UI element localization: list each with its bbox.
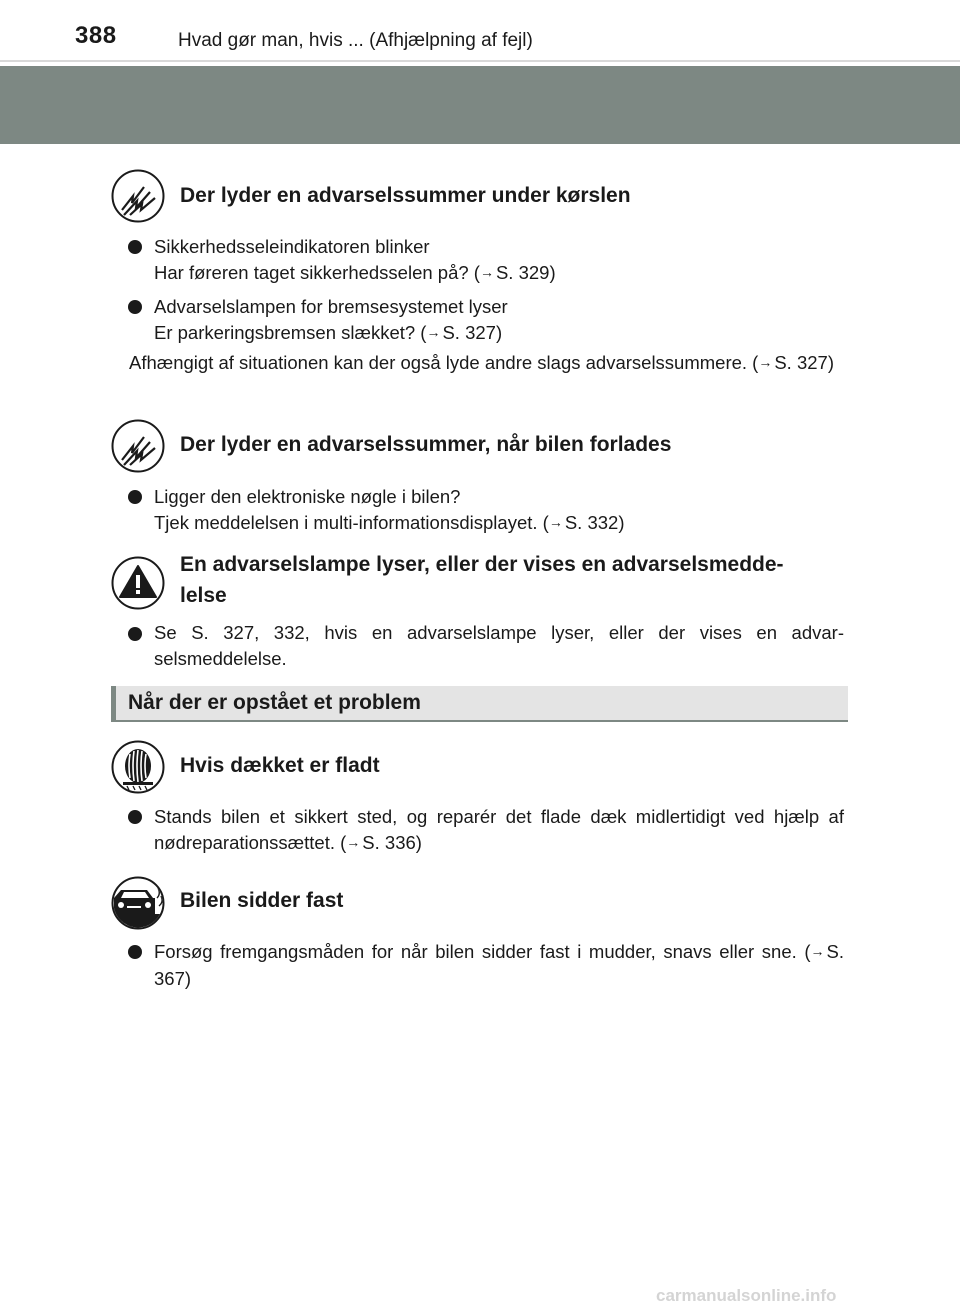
arrow-icon: → — [810, 943, 825, 959]
item-line: Tjek meddelelsen i multi-informationsdisplayet. (→ S. 332) — [154, 510, 844, 537]
item-line: Har føreren taget sikkerhedsselen på? (→ S. 329) — [154, 260, 844, 287]
list-item: Se S. 327, 332, hvis en advarselslampe lyser, eller der vises en advar-selsmeddelelse. — [154, 622, 844, 669]
warning-triangle-icon — [111, 556, 165, 610]
header-rule — [0, 60, 960, 62]
bullet — [128, 240, 142, 254]
arrow-icon: → — [426, 324, 441, 340]
banner-title: Når der er opstået et problem — [128, 691, 421, 714]
arrow-icon: → — [479, 264, 494, 280]
bullet — [128, 300, 142, 314]
list-item — [154, 484, 844, 537]
page-number: 388 — [75, 22, 117, 49]
item-line: Ligger den elektroniske nøgle i bilen? — [154, 486, 461, 507]
arrow-icon: → — [758, 354, 773, 370]
arrow-icon: → — [548, 514, 563, 530]
item-line: Sikkerhedsseleindikatoren blinker — [154, 236, 430, 257]
item-line: Advarselslampen for bremsesystemet lyser — [154, 296, 508, 317]
page-reference[interactable]: S. 327) — [442, 322, 503, 343]
problem-title-flat-tire: Hvis dækket er fladt — [180, 754, 380, 777]
buzzer-icon — [111, 169, 165, 223]
buzzer-icon — [111, 419, 165, 473]
problem-title-stuck: Bilen sidder fast — [180, 889, 344, 912]
header-band — [0, 66, 960, 144]
chapter-title: Hvad gør man, hvis ... (Afhjælpning af fejl) — [178, 30, 533, 51]
flat-tire-icon — [111, 740, 165, 794]
page-reference[interactable]: S. 336) — [362, 832, 422, 853]
watermark: carmanualsonline.info — [656, 1286, 837, 1305]
section-banner — [111, 686, 848, 722]
bullet — [128, 490, 142, 504]
page-reference[interactable]: S. 332) — [564, 512, 625, 533]
page-reference[interactable]: S. 367) — [154, 941, 844, 989]
item-line: Er parkeringsbremsen slækket? (→ S. 327) — [154, 320, 844, 347]
list-item: Forsøg fremgangsmåden for når bilen sidder fast i mudder, snavs eller sne. (→ S. 367) — [154, 939, 844, 992]
list-item: Stands bilen et sikkert sted, og reparér det flade dæk midlertidigt ved hjælp af nødreparationssættet. (→ S. 336) — [154, 806, 844, 853]
section-title-buzzer-leaving: Der lyder en advarselssummer, når bilen forlades — [180, 433, 672, 456]
section-note: Afhængigt af situationen kan der også lyde andre slags advarselssummere. (→ S. 327) — [129, 350, 844, 377]
arrow-icon: → — [346, 834, 361, 850]
page-reference[interactable]: S. 327) — [774, 352, 834, 373]
stuck-car-icon — [111, 876, 165, 930]
section-title-warning-light: En advarselslampe lyser, eller der vises en advarselsmedde- lelse — [180, 553, 784, 607]
page-reference[interactable]: S. 329) — [495, 262, 556, 283]
list-item — [154, 234, 844, 287]
section-title-buzzer-driving: Der lyder en advarselssummer under kørslen — [180, 184, 631, 207]
list-item — [154, 294, 844, 347]
bullet — [128, 945, 142, 959]
bullet — [128, 810, 142, 824]
bullet — [128, 627, 142, 641]
